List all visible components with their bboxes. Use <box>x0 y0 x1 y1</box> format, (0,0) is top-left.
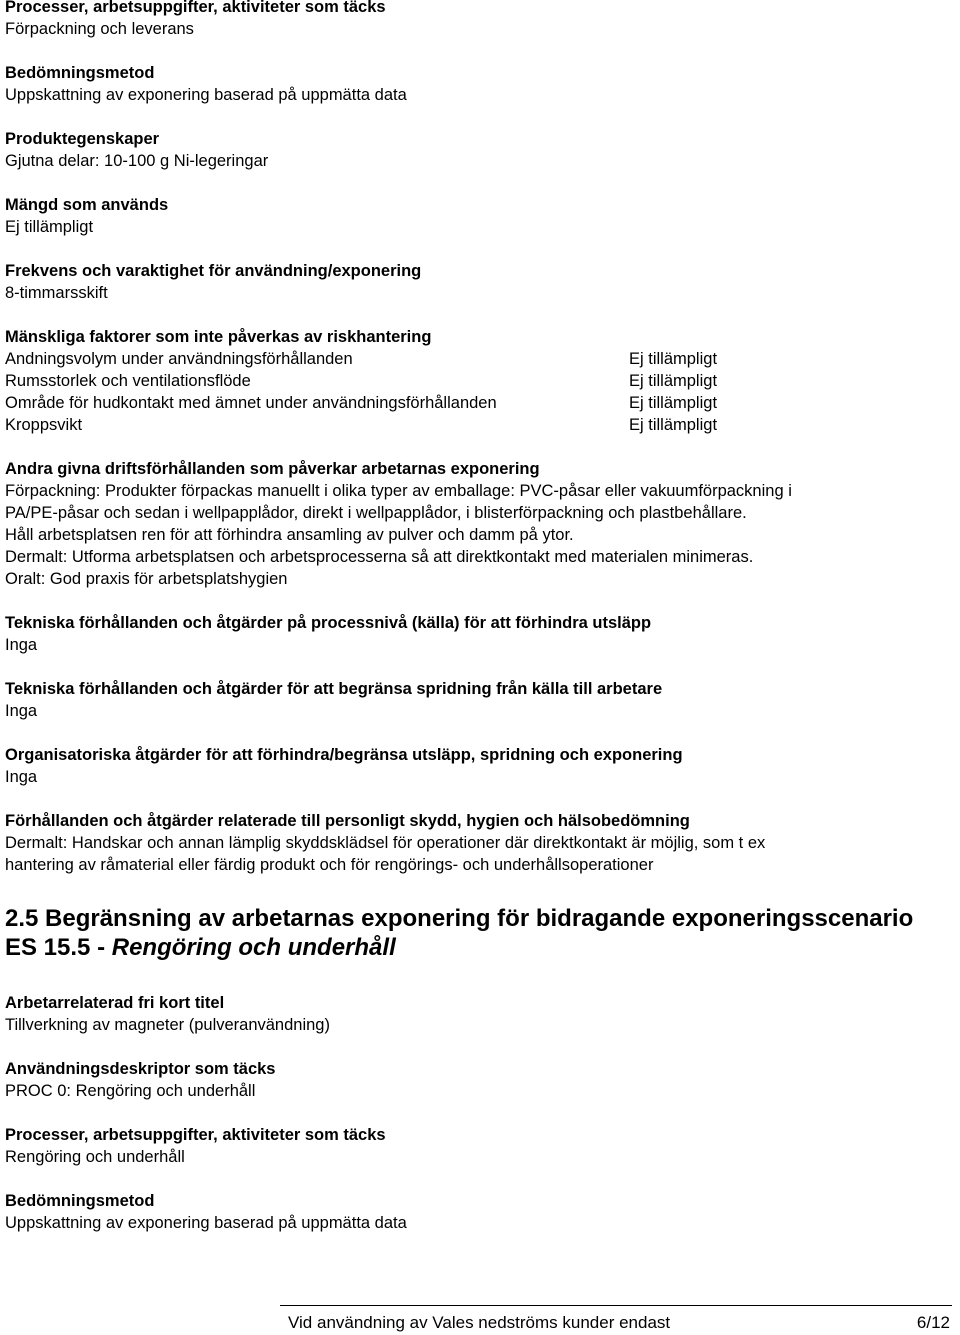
section-heading: Bedömningsmetod <box>5 64 155 82</box>
factor-label: Kroppsvikt <box>5 416 83 434</box>
section-heading: Tekniska förhållanden och åtgärder för att begränsa spridning från källa till arbetare <box>5 680 663 698</box>
section-heading: Användningsdeskriptor som täcks <box>5 1060 276 1078</box>
human-factors-section <box>5 326 950 436</box>
factor-label: Andningsvolym under användningsförhållanden <box>5 350 353 368</box>
section-text: 8-timmarsskift <box>5 284 108 302</box>
process-section-2 <box>5 1124 950 1168</box>
factor-label: Område för hudkontakt med ämnet under användningsförhållanden <box>5 394 497 412</box>
section-title-line2 <box>5 933 950 962</box>
paragraph-line: hantering av råmaterial eller färdig produkt och för rengörings- och underhållsoperationer <box>5 856 654 874</box>
factor-value: Ej tillämpligt <box>629 372 718 390</box>
factor-value: Ej tillämpligt <box>629 394 718 412</box>
section-text: PROC 0: Rengöring och underhåll <box>5 1082 256 1100</box>
technical-spread-section <box>5 678 950 722</box>
section-text: Ej tillämpligt <box>5 218 94 236</box>
section-text: Inga <box>5 702 38 720</box>
section-heading: Processer, arbetsuppgifter, aktiviteter som täcks <box>5 0 386 16</box>
section-text: Inga <box>5 636 38 654</box>
section-heading: Tekniska förhållanden och åtgärder på processnivå (källa) för att förhindra utsläpp <box>5 614 652 632</box>
section-title-prefix: ES 15.5 - <box>5 934 112 961</box>
section-heading: Bedömningsmetod <box>5 1192 155 1210</box>
factor-row <box>5 414 950 436</box>
section-text: Inga <box>5 768 38 786</box>
footer-divider <box>280 1305 952 1306</box>
factor-row <box>5 348 950 370</box>
organisational-section <box>5 744 950 788</box>
section-text: Uppskattning av exponering baserad på uppmätta data <box>5 1214 407 1232</box>
factor-row <box>5 370 950 392</box>
section-title-line1: 2.5 Begränsning av arbetarnas exponering för bidragande exponeringsscenario <box>5 905 914 932</box>
other-conditions-section <box>5 458 950 590</box>
section-heading: Processer, arbetsuppgifter, aktiviteter som täcks <box>5 1126 386 1144</box>
paragraph-line: Håll arbetsplatsen ren för att förhindra ansamling av pulver och damm på ytor. <box>5 526 574 544</box>
method-section-2 <box>5 1190 950 1234</box>
method-section <box>5 62 950 106</box>
section-text: Gjutna delar: 10-100 g Ni-legeringar <box>5 152 269 170</box>
section-heading: Andra givna driftsförhållanden som påverkar arbetarnas exponering <box>5 460 540 478</box>
technical-process-section <box>5 612 950 656</box>
factor-row <box>5 392 950 414</box>
paragraph-line: Dermalt: Utforma arbetsplatsen och arbetsprocesserna så att direktkontakt med materialen minimeras. <box>5 548 754 566</box>
product-section <box>5 128 950 172</box>
section-heading: Produktegenskaper <box>5 130 160 148</box>
paragraph-line: Oralt: God praxis för arbetsplatshygien <box>5 570 288 588</box>
amount-section <box>5 194 950 238</box>
factor-value: Ej tillämpligt <box>629 416 718 434</box>
page-footer <box>288 1312 950 1334</box>
section-heading: Organisatoriska åtgärder för att förhindra/begränsa utsläpp, spridning och exponering <box>5 746 683 764</box>
paragraph-line: Förpackning: Produkter förpackas manuellt i olika typer av emballage: PVC-påsar eller vakuumförpackning i <box>5 482 792 500</box>
paragraph-line: Dermalt: Handskar och annan lämplig skyddsklädsel för operationer där direktkontakt är möjlig, som t ex <box>5 834 766 852</box>
ppe-section <box>5 810 950 876</box>
section-heading: Arbetarrelaterad fri kort titel <box>5 994 225 1012</box>
frequency-section <box>5 260 950 304</box>
section-heading: Förhållanden och åtgärder relaterade till personligt skydd, hygien och hälsobedömning <box>5 812 690 830</box>
section-heading: Mänskliga faktorer som inte påverkas av riskhantering <box>5 328 432 346</box>
section-heading: Mängd som används <box>5 196 169 214</box>
footer-text: Vid användning av Vales nedströms kunder endast <box>288 1313 671 1332</box>
section-text: Uppskattning av exponering baserad på uppmätta data <box>5 86 407 104</box>
section-heading: Frekvens och varaktighet för användning/exponering <box>5 262 422 280</box>
document-page <box>5 0 950 1256</box>
section-text: Förpackning och leverans <box>5 20 194 38</box>
page-number: 6/12 <box>916 1313 950 1332</box>
section-text: Rengöring och underhåll <box>5 1148 185 1166</box>
process-section <box>5 0 950 40</box>
section-text: Tillverkning av magneter (pulveranvändning) <box>5 1016 330 1034</box>
descriptor-section <box>5 1058 950 1102</box>
section-title-italic: Rengöring och underhåll <box>111 934 396 961</box>
factor-value: Ej tillämpligt <box>629 350 718 368</box>
section-title <box>5 904 950 962</box>
short-title-section <box>5 992 950 1036</box>
paragraph-line: PA/PE-påsar och sedan i wellpapplådor, direkt i wellpapplådor, i blisterförpackning och plastbehållare. <box>5 504 747 522</box>
factor-label: Rumsstorlek och ventilationsflöde <box>5 372 251 390</box>
